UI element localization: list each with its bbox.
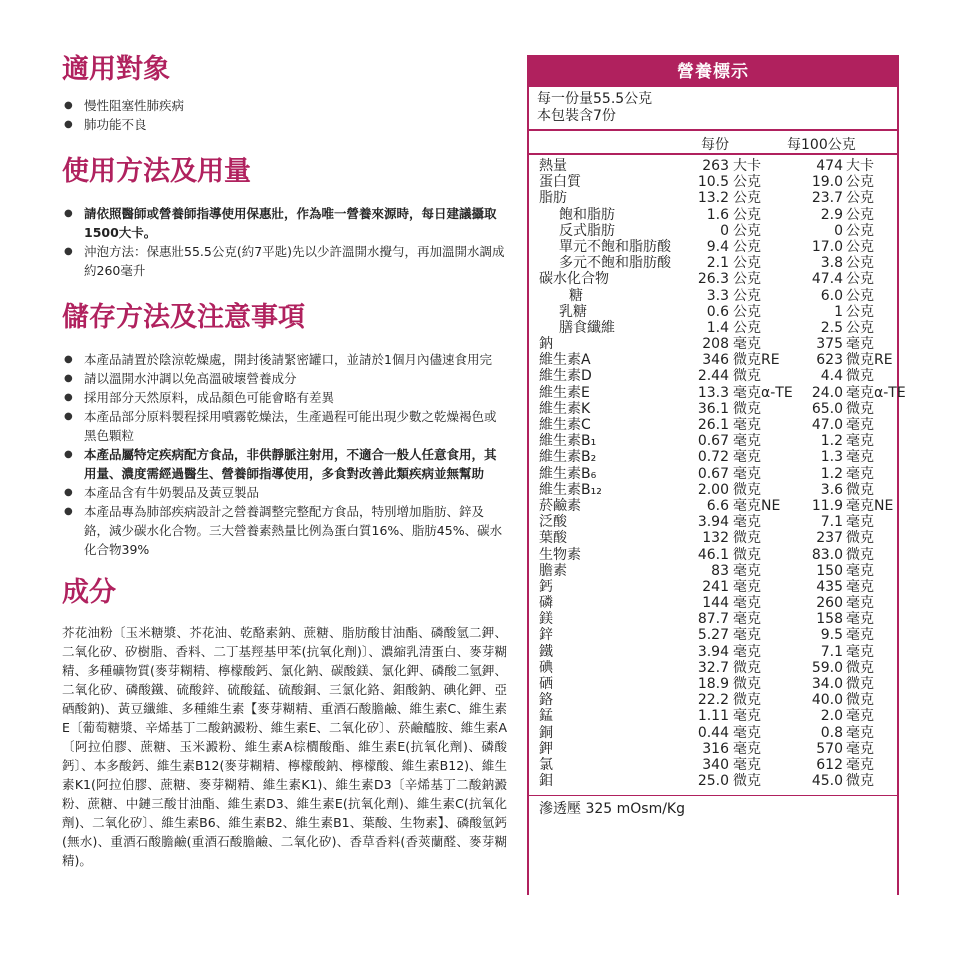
nutrition-row — [529, 773, 897, 789]
nutrition-row — [529, 368, 897, 384]
nutrition-u2: 毫克 — [846, 740, 874, 757]
list-item: ● 本產品部分原料製程採用噴霧乾燥法，生產過程可能出現少數之乾燥褐色或黑色顆粒 — [62, 407, 507, 445]
nutrition-v1: 3.94 — [697, 643, 729, 660]
nutrition-name: 維生素A — [539, 352, 591, 369]
nutrition-u1: 微克 — [733, 692, 761, 709]
nutrition-u1: 微克 — [733, 546, 761, 563]
nutrition-row — [529, 320, 897, 336]
serving-size: 每一份量55.5公克 — [537, 91, 653, 107]
nutrition-name: 碘 — [539, 659, 553, 676]
nutrition-u2: 毫克 — [846, 611, 874, 628]
nutrition-row — [529, 692, 897, 708]
nutrition-u1: 公克 — [733, 206, 761, 223]
nutrition-u2: 微克 — [846, 676, 874, 692]
nutrition-v1: 0.72 — [697, 449, 729, 466]
nutrition-v2: 435 — [816, 578, 843, 595]
nutrition-row — [529, 158, 897, 174]
nutrition-u1: 大卡 — [733, 158, 761, 174]
nutrition-u2: 毫克 — [846, 643, 874, 660]
nutrition-v1: 0.6 — [706, 303, 729, 320]
nutrition-row — [529, 514, 897, 530]
nutrition-row — [529, 644, 897, 660]
nutrition-name: 維生素E — [539, 384, 590, 401]
nutrition-title: 營養標示 — [529, 57, 897, 87]
section-title-usage: 使用方法及用量 — [62, 156, 251, 187]
storage-list — [62, 350, 507, 559]
nutrition-v2: 19.0 — [811, 174, 843, 191]
nutrition-name: 銅 — [539, 724, 553, 741]
nutrition-u1: 毫克NE — [733, 497, 781, 514]
nutrition-rows — [529, 158, 906, 790]
nutrition-name: 膳食纖維 — [559, 319, 615, 336]
nutrition-name: 飽和脂肪 — [559, 206, 615, 223]
section-title-storage: 儲存方法及注意事項 — [62, 302, 305, 333]
nutrition-u2: 毫克α-TE — [846, 384, 906, 401]
nutrition-u2: 毫克 — [846, 578, 874, 595]
nutrition-u1: 公克 — [733, 174, 761, 191]
nutrition-row — [529, 498, 897, 514]
nutrition-v1: 263 — [702, 158, 729, 174]
nutrition-v2: 24.0 — [811, 384, 843, 401]
nutrition-name: 維生素D — [539, 368, 592, 385]
nutrition-v2: 45.0 — [811, 773, 843, 790]
list-item: ● 本產品請置於陰涼乾燥處，開封後請緊密罐口，並請於1個月內儘速食用完 — [62, 350, 507, 369]
nutrition-u1: 毫克 — [733, 465, 761, 482]
column-headers — [529, 131, 897, 153]
nutrition-u2: 公克 — [846, 303, 874, 320]
nutrition-u2: 微克 — [846, 659, 874, 676]
nutrition-u1: 毫克 — [733, 433, 761, 450]
nutrition-name: 鉀 — [539, 740, 553, 757]
nutrition-v1: 0.44 — [697, 724, 729, 741]
nutrition-name: 維生素B₂ — [539, 449, 597, 466]
nutrition-u1: 毫克 — [733, 708, 761, 725]
nutrition-u2: 公克 — [846, 190, 874, 207]
nutrition-u2: 公克 — [846, 255, 874, 272]
nutrition-v1: 0.67 — [697, 465, 729, 482]
list-item: ● 慢性阻塞性肺疾病 — [62, 96, 507, 115]
nutrition-u2: 毫克 — [846, 417, 874, 433]
nutrition-u1: 毫克 — [733, 756, 761, 773]
nutrition-u2: 毫克 — [846, 708, 874, 725]
target-list — [62, 96, 507, 134]
nutrition-v1: 18.9 — [697, 676, 729, 692]
list-item: ● 採用部分天然原料，成品顏色可能會略有差異 — [62, 388, 507, 407]
nutrition-u1: 公克 — [733, 319, 761, 336]
list-item: ● 本產品屬特定疾病配方食品，非供靜脈注射用，不適合一般人任意食用，其用量、濃度需經過醫生、營養師指導使用，多食對改善此類疾病並無幫助 — [62, 445, 507, 483]
nutrition-row — [529, 174, 897, 190]
nutrition-u1: 毫克 — [733, 336, 761, 353]
nutrition-v1: 83 — [711, 562, 729, 579]
nutrition-v2: 612 — [816, 756, 843, 773]
nutrition-u2: 公克 — [846, 222, 874, 239]
nutrition-v2: 83.0 — [811, 546, 843, 563]
nutrition-u2: 微克 — [846, 773, 874, 790]
nutrition-v1: 2.1 — [706, 255, 729, 272]
nutrition-u1: 微克 — [733, 530, 761, 547]
nutrition-u2: 公克 — [846, 271, 874, 288]
nutrition-name: 單元不飽和脂肪酸 — [559, 238, 671, 255]
nutrition-u1: 毫克 — [733, 417, 761, 433]
nutrition-u2: 毫克 — [846, 514, 874, 531]
nutrition-v1: 25.0 — [697, 773, 729, 790]
nutrition-u1: 毫克 — [733, 740, 761, 757]
osmolality: 滲透壓 325 mOsm/Kg — [539, 801, 685, 818]
nutrition-v1: 1.6 — [706, 206, 729, 223]
col-header-per-serving: 每份 — [701, 137, 729, 153]
nutrition-row — [529, 708, 897, 724]
nutrition-name: 鉻 — [539, 692, 553, 709]
nutrition-v2: 59.0 — [811, 659, 843, 676]
nutrition-name: 鎂 — [539, 611, 553, 628]
nutrition-row — [529, 352, 897, 368]
nutrition-u1: 微克 — [733, 676, 761, 692]
nutrition-row — [529, 627, 897, 643]
nutrition-row — [529, 676, 897, 692]
list-item: ● 請以溫開水沖調以免高溫破壞營養成分 — [62, 369, 507, 388]
nutrition-row — [529, 336, 897, 352]
nutrition-row — [529, 563, 897, 579]
nutrition-row — [529, 741, 897, 757]
nutrition-name: 葉酸 — [539, 530, 567, 547]
nutrition-name: 鐵 — [539, 643, 553, 660]
nutrition-row — [529, 190, 897, 206]
nutrition-row — [529, 547, 897, 563]
nutrition-u2: 毫克 — [846, 433, 874, 450]
nutrition-row — [529, 288, 897, 304]
nutrition-v2: 47.0 — [811, 417, 843, 433]
nutrition-u1: 毫克 — [733, 643, 761, 660]
nutrition-v2: 0 — [834, 222, 843, 239]
nutrition-u2: 微克RE — [846, 352, 893, 369]
left-column — [62, 52, 507, 870]
nutrition-u2: 公克 — [846, 287, 874, 304]
nutrition-v2: 623 — [816, 352, 843, 369]
nutrition-v1: 13.2 — [697, 190, 729, 207]
nutrition-u2: 毫克NE — [846, 497, 894, 514]
nutrition-v2: 17.0 — [811, 238, 843, 255]
nutrition-v1: 208 — [702, 336, 729, 353]
nutrition-v1: 9.4 — [706, 238, 729, 255]
list-item: ● 肺功能不良 — [62, 115, 507, 134]
nutrition-panel — [527, 55, 906, 895]
nutrition-v2: 40.0 — [811, 692, 843, 709]
nutrition-row — [529, 466, 897, 482]
nutrition-v1: 46.1 — [697, 546, 729, 563]
nutrition-v2: 3.8 — [820, 255, 843, 272]
nutrition-name: 硒 — [539, 676, 553, 692]
ingredients-text: 芥花油粉〔玉米糖漿、芥花油、乾酪素鈉、蔗糖、脂肪酸甘油酯、磷酸氫二鉀、二氧化矽、矽樹脂、香料、二丁基羥基甲苯(抗氧化劑)〕、濃縮乳清蛋白、麥芽糊精、多種礦物質(麥芽糊精、檸檬酸鈣、氯化鈉、碳酸鎂、氯化鉀、磷酸二氫鉀、二氧化矽、磷酸鐵、硫酸鋅、硫酸錳、硫酸銅、三氯化鉻、鉬酸鈉、碘化鉀、亞硒酸鈉)、黃豆纖維、多種維生素【麥芽糊精、重酒石酸膽鹼、維生素C、維生素E〔葡萄糖漿、辛烯基丁二酸鈉澱粉、維生素E、二氧化矽〕、菸鹼醯胺、維生素A〔阿拉伯膠、蔗糖、玉米澱粉、維生素A棕櫚酸酯、維生素E(抗氧化劑)、磷酸鈣〕、本多酸鈣、維生素B12(麥芽糊精、檸檬酸鈉、檸檬酸、維生素B12)、維生素K1(阿拉伯膠、蔗糖、麥芽糊精、維生素K1)、維生素D3〔辛烯基丁二酸鈉澱粉、蔗糖、中鏈三酸甘油酯、維生素D3、維生素E(抗氧化劑)、維生素C(抗氧化劑)、二氧化矽〕、維生素B6、維生素B2、維生素B1、葉酸、生物素】、磷酸氫鈣(無水)、重酒石酸膽鹼(重酒石酸膽鹼、二氧化矽)、香草香料(香莢蘭醛、麥芽糊精)。 — [62, 625, 507, 868]
nutrition-name: 錳 — [539, 708, 553, 725]
nutrition-u1: 毫克 — [733, 562, 761, 579]
nutrition-v2: 260 — [816, 595, 843, 612]
nutrition-v1: 26.1 — [697, 417, 729, 433]
nutrition-v1: 0 — [720, 222, 729, 239]
nutrition-v1: 32.7 — [697, 659, 729, 676]
nutrition-v1: 26.3 — [697, 271, 729, 288]
nutrition-v1: 87.7 — [697, 611, 729, 628]
nutrition-u1: 公克 — [733, 303, 761, 320]
nutrition-v2: 7.1 — [820, 514, 843, 531]
nutrition-u2: 公克 — [846, 206, 874, 223]
nutrition-v2: 375 — [816, 336, 843, 353]
nutrition-v1: 6.6 — [706, 497, 729, 514]
nutrition-name: 鈉 — [539, 336, 553, 353]
nutrition-name: 菸鹼素 — [539, 497, 581, 514]
nutrition-row — [529, 757, 897, 773]
nutrition-u2: 微克 — [846, 546, 874, 563]
nutrition-name: 維生素K — [539, 400, 591, 417]
nutrition-row — [529, 417, 897, 433]
nutrition-u1: 微克 — [733, 400, 761, 417]
nutrition-u2: 毫克 — [846, 562, 874, 579]
nutrition-u2: 毫克 — [846, 756, 874, 773]
nutrition-v1: 241 — [702, 578, 729, 595]
nutrition-u2: 毫克 — [846, 627, 874, 644]
nutrition-u1: 毫克 — [733, 611, 761, 628]
nutrition-name: 乳糖 — [559, 303, 587, 320]
nutrition-v2: 1.2 — [820, 465, 843, 482]
nutrition-v2: 1.2 — [820, 433, 843, 450]
nutrition-row — [529, 530, 897, 546]
nutrition-v1: 10.5 — [697, 174, 729, 191]
nutrition-row — [529, 482, 897, 498]
nutrition-v2: 23.7 — [811, 190, 843, 207]
list-item: ● 請依照醫師或營養師指導使用保惠壯，作為唯一營養來源時，每日建議攝取1500大卡。 — [62, 204, 507, 242]
nutrition-u1: 微克 — [733, 773, 761, 790]
nutrition-row — [529, 660, 897, 676]
nutrition-name: 糖 — [569, 287, 583, 304]
nutrition-u2: 微克 — [846, 368, 874, 385]
nutrition-row — [529, 223, 897, 239]
nutrition-row — [529, 611, 897, 627]
nutrition-row — [529, 271, 897, 287]
nutrition-name: 生物素 — [539, 546, 581, 563]
nutrition-row — [529, 579, 897, 595]
nutrition-u2: 大卡 — [846, 158, 874, 174]
nutrition-u2: 毫克 — [846, 595, 874, 612]
nutrition-v2: 0.8 — [820, 724, 843, 741]
nutrition-name: 鈣 — [539, 578, 553, 595]
usage-list — [62, 204, 507, 280]
nutrition-u1: 公克 — [733, 287, 761, 304]
nutrition-v1: 22.2 — [697, 692, 729, 709]
nutrition-u1: 公克 — [733, 238, 761, 255]
nutrition-v1: 1.4 — [706, 319, 729, 336]
nutrition-u2: 微克 — [846, 481, 874, 498]
nutrition-u2: 公克 — [846, 174, 874, 191]
nutrition-name: 維生素C — [539, 417, 591, 433]
nutrition-v1: 346 — [702, 352, 729, 369]
nutrition-v2: 2.9 — [820, 206, 843, 223]
nutrition-u1: 毫克 — [733, 595, 761, 612]
nutrition-v2: 570 — [816, 740, 843, 757]
nutrition-v2: 1.3 — [820, 449, 843, 466]
nutrition-v2: 34.0 — [811, 676, 843, 692]
nutrition-v1: 0.67 — [697, 433, 729, 450]
nutrition-v2: 150 — [816, 562, 843, 579]
nutrition-u1: 毫克 — [733, 627, 761, 644]
nutrition-row — [529, 384, 906, 401]
nutrition-v1: 2.44 — [697, 368, 729, 385]
col-header-per-100g: 每100公克 — [787, 137, 856, 153]
list-item: ● 本產品專為肺部疾病設計之營養調整完整配方食品，特別增加脂肪、鋅及鉻，減少碳水化合物。三大營養素熱量比例為蛋白質16%、脂肪45%、碳水化合物39% — [62, 502, 507, 559]
nutrition-row — [529, 595, 897, 611]
nutrition-name: 維生素B₁₂ — [539, 481, 602, 498]
nutrition-row — [529, 725, 897, 741]
nutrition-row — [529, 304, 897, 320]
nutrition-row — [529, 239, 897, 255]
nutrition-name: 氯 — [539, 756, 553, 773]
nutrition-name: 鋅 — [539, 627, 553, 644]
nutrition-v2: 474 — [816, 158, 843, 174]
nutrition-u1: 毫克 — [733, 514, 761, 531]
servings-per-package: 本包裝含7份 — [537, 108, 616, 124]
nutrition-name: 多元不飽和脂肪酸 — [559, 255, 671, 272]
nutrition-u1: 微克 — [733, 659, 761, 676]
nutrition-u2: 毫克 — [846, 336, 874, 353]
nutrition-u1: 毫克α-TE — [733, 384, 793, 401]
nutrition-u1: 公克 — [733, 255, 761, 272]
nutrition-u2: 毫克 — [846, 724, 874, 741]
nutrition-name: 泛酸 — [539, 514, 567, 531]
nutrition-row — [529, 207, 897, 223]
nutrition-u2: 毫克 — [846, 449, 874, 466]
nutrition-v1: 1.11 — [697, 708, 729, 725]
nutrition-u2: 微克 — [846, 692, 874, 709]
nutrition-name: 維生素B₆ — [539, 465, 597, 482]
nutrition-v2: 9.5 — [820, 627, 843, 644]
nutrition-v2: 2.5 — [820, 319, 843, 336]
nutrition-v2: 3.6 — [820, 481, 843, 498]
nutrition-v2: 1 — [834, 303, 843, 320]
nutrition-u2: 公克 — [846, 319, 874, 336]
nutrition-v1: 5.27 — [697, 627, 729, 644]
nutrition-v2: 6.0 — [820, 287, 843, 304]
nutrition-u2: 公克 — [846, 238, 874, 255]
nutrition-u1: 公克 — [733, 190, 761, 207]
nutrition-v1: 316 — [702, 740, 729, 757]
section-title-ingredients: 成分 — [62, 577, 116, 608]
nutrition-u2: 微克 — [846, 530, 874, 547]
nutrition-v2: 2.0 — [820, 708, 843, 725]
nutrition-name: 維生素B₁ — [539, 433, 597, 450]
nutrition-v1: 36.1 — [697, 400, 729, 417]
nutrition-name: 磷 — [539, 595, 553, 612]
nutrition-name: 反式脂肪 — [559, 222, 615, 239]
nutrition-u1: 微克 — [733, 481, 761, 498]
list-item: ● 本產品含有牛奶製品及黃豆製品 — [62, 483, 507, 502]
nutrition-u1: 毫克 — [733, 578, 761, 595]
nutrition-row — [529, 255, 897, 271]
nutrition-v2: 4.4 — [820, 368, 843, 385]
nutrition-row — [529, 433, 897, 449]
nutrition-v2: 158 — [816, 611, 843, 628]
nutrition-u2: 微克 — [846, 400, 874, 417]
nutrition-v1: 340 — [702, 756, 729, 773]
nutrition-v1: 3.3 — [706, 287, 729, 304]
nutrition-name: 脂肪 — [539, 190, 567, 207]
nutrition-u1: 微克RE — [733, 352, 780, 369]
nutrition-v2: 65.0 — [811, 400, 843, 417]
nutrition-name: 膽素 — [539, 562, 567, 579]
nutrition-row — [529, 401, 897, 417]
nutrition-name: 蛋白質 — [539, 174, 581, 191]
nutrition-u1: 毫克 — [733, 449, 761, 466]
nutrition-u1: 微克 — [733, 368, 761, 385]
nutrition-name: 熱量 — [539, 158, 567, 174]
section-title-target: 適用對象 — [62, 54, 170, 85]
nutrition-v1: 13.3 — [697, 384, 729, 401]
nutrition-u1: 毫克 — [733, 724, 761, 741]
nutrition-v2: 7.1 — [820, 643, 843, 660]
nutrition-row — [529, 449, 897, 465]
nutrition-v2: 47.4 — [811, 271, 843, 288]
nutrition-v1: 144 — [702, 595, 729, 612]
nutrition-u2: 毫克 — [846, 465, 874, 482]
nutrition-v1: 132 — [702, 530, 729, 547]
list-item: ● 沖泡方法：保惠壯55.5公克(約7平匙)先以少許溫開水攪勻，再加溫開水調成約260毫升 — [62, 242, 507, 280]
nutrition-v2: 237 — [816, 530, 843, 547]
nutrition-v1: 3.94 — [697, 514, 729, 531]
nutrition-name: 碳水化合物 — [539, 271, 609, 288]
nutrition-u1: 公克 — [733, 271, 761, 288]
nutrition-u1: 公克 — [733, 222, 761, 239]
nutrition-v2: 11.9 — [811, 497, 843, 514]
nutrition-name: 鉬 — [539, 773, 553, 790]
nutrition-v1: 2.00 — [697, 481, 729, 498]
